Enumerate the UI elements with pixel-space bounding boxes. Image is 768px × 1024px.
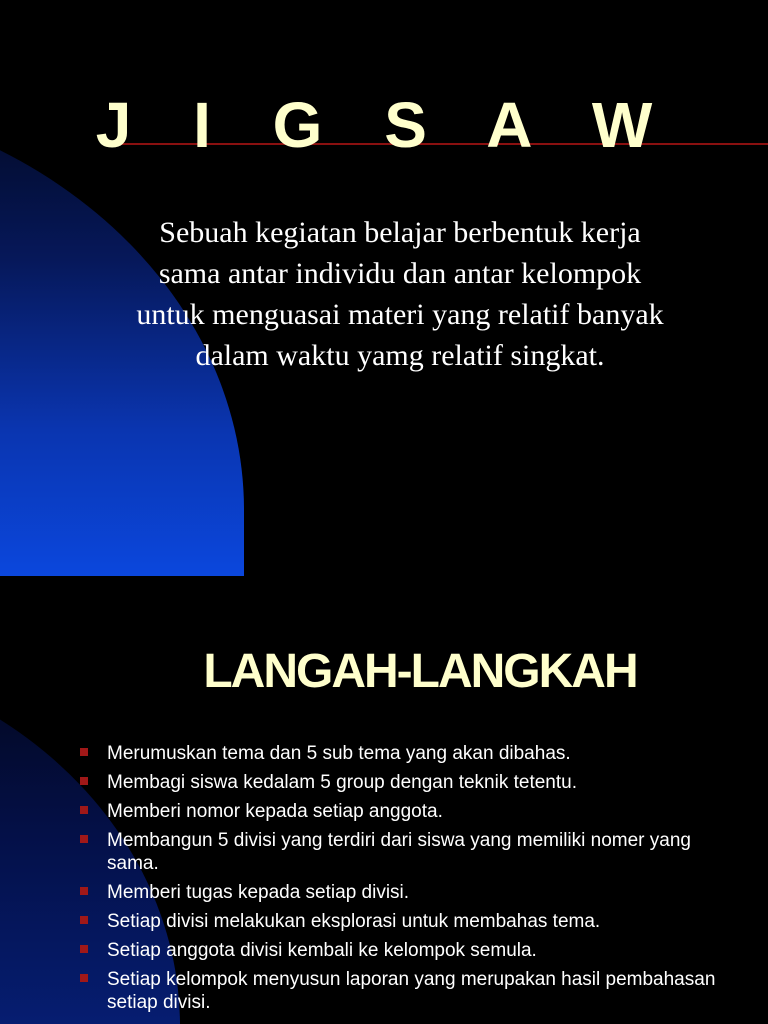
step-text: Membagi siswa kedalam 5 group dengan teknik tetentu. <box>107 772 577 793</box>
steps-list <box>74 742 734 1020</box>
square-bullet-icon <box>80 945 88 953</box>
step-text: Setiap divisi melakukan eksplorasi untuk membahas tema. <box>107 911 601 932</box>
step-text: Membangun 5 divisi yang terdiri dari siswa yang memiliki nomer yang sama. <box>107 830 691 874</box>
list-item <box>74 881 734 904</box>
square-bullet-icon <box>80 806 88 814</box>
list-item <box>74 800 734 823</box>
slide-title: J I G S A W <box>95 89 675 161</box>
definition-text: Sebuah kegiatan belajar berbentuk kerja sama antar individu dan antar kelompok untuk menguasai materi yang relatif banyak dalam waktu yamg relatif singkat. <box>136 216 664 372</box>
list-item <box>74 771 734 794</box>
list-item <box>74 968 734 1014</box>
square-bullet-icon <box>80 835 88 843</box>
square-bullet-icon <box>80 777 88 785</box>
square-bullet-icon <box>80 887 88 895</box>
step-text: Memberi nomor kepada setiap anggota. <box>107 801 443 822</box>
square-bullet-icon <box>80 916 88 924</box>
step-text: Memberi tugas kepada setiap divisi. <box>107 882 410 903</box>
step-text: Setiap kelompok menyusun laporan yang merupakan hasil pembahasan setiap divisi. <box>107 969 716 1013</box>
slide-steps <box>0 576 768 1024</box>
list-item <box>74 910 734 933</box>
square-bullet-icon <box>80 748 88 756</box>
square-bullet-icon <box>80 974 88 982</box>
list-item <box>74 939 734 962</box>
list-item <box>74 742 734 765</box>
step-text: Merumuskan tema dan 5 sub tema yang akan dibahas. <box>107 743 571 764</box>
slide-title: LANGAH-LANGKAH <box>203 645 637 698</box>
list-item <box>74 829 734 875</box>
step-text: Setiap anggota divisi kembali ke kelompok semula. <box>107 940 537 961</box>
